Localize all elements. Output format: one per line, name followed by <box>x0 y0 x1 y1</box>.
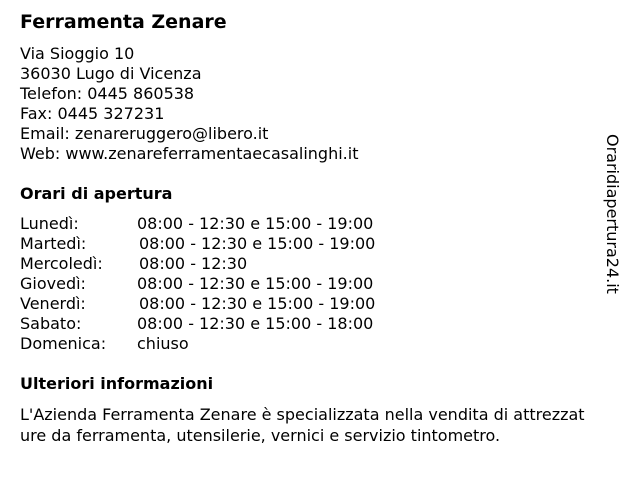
contact-details <box>20 44 358 164</box>
hours-value: 08:00 - 12:30 e 15:00 - 19:00 <box>137 274 374 293</box>
fax-number: Fax: 0445 327231 <box>20 104 165 123</box>
hours-value: 08:00 - 12:30 e 15:00 - 19:00 <box>139 294 376 313</box>
business-description: L'Azienda Ferramenta Zenare è specializzata nella vendita di attrezzature da ferramenta, utensilerie, vernici e servizio tintometro. <box>20 405 585 445</box>
day-label: Sabato: <box>20 314 82 333</box>
site-watermark: Oraridiapertura24.it <box>603 134 622 294</box>
day-label: Venerdì: <box>20 294 86 313</box>
day-label: Giovedì: <box>20 274 86 293</box>
street-address: Via Sioggio 10 <box>20 44 135 63</box>
day-label: Lunedì: <box>20 214 79 233</box>
business-name: Ferramenta Zenare <box>20 11 227 33</box>
email-address: Email: zenareruggero@libero.it <box>20 124 269 143</box>
website-address: Web: www.zenareferramentaecasalinghi.it <box>20 144 359 163</box>
day-label: Mercoledì: <box>20 254 103 273</box>
hours-value: 08:00 - 12:30 e 15:00 - 19:00 <box>137 214 374 233</box>
hours-value: chiuso <box>137 334 189 353</box>
additional-info-heading: Ulteriori informazioni <box>20 374 214 393</box>
city-address: 36030 Lugo di Vicenza <box>20 64 202 83</box>
hours-value: 08:00 - 12:30 <box>139 254 248 273</box>
hours-value: 08:00 - 12:30 e 15:00 - 19:00 <box>139 234 376 253</box>
opening-hours-heading: Orari di apertura <box>20 184 173 203</box>
day-label: Martedì: <box>20 234 87 253</box>
day-label: Domenica: <box>20 334 107 353</box>
phone-number: Telefon: 0445 860538 <box>20 84 195 103</box>
hours-value: 08:00 - 12:30 e 15:00 - 18:00 <box>137 314 374 333</box>
